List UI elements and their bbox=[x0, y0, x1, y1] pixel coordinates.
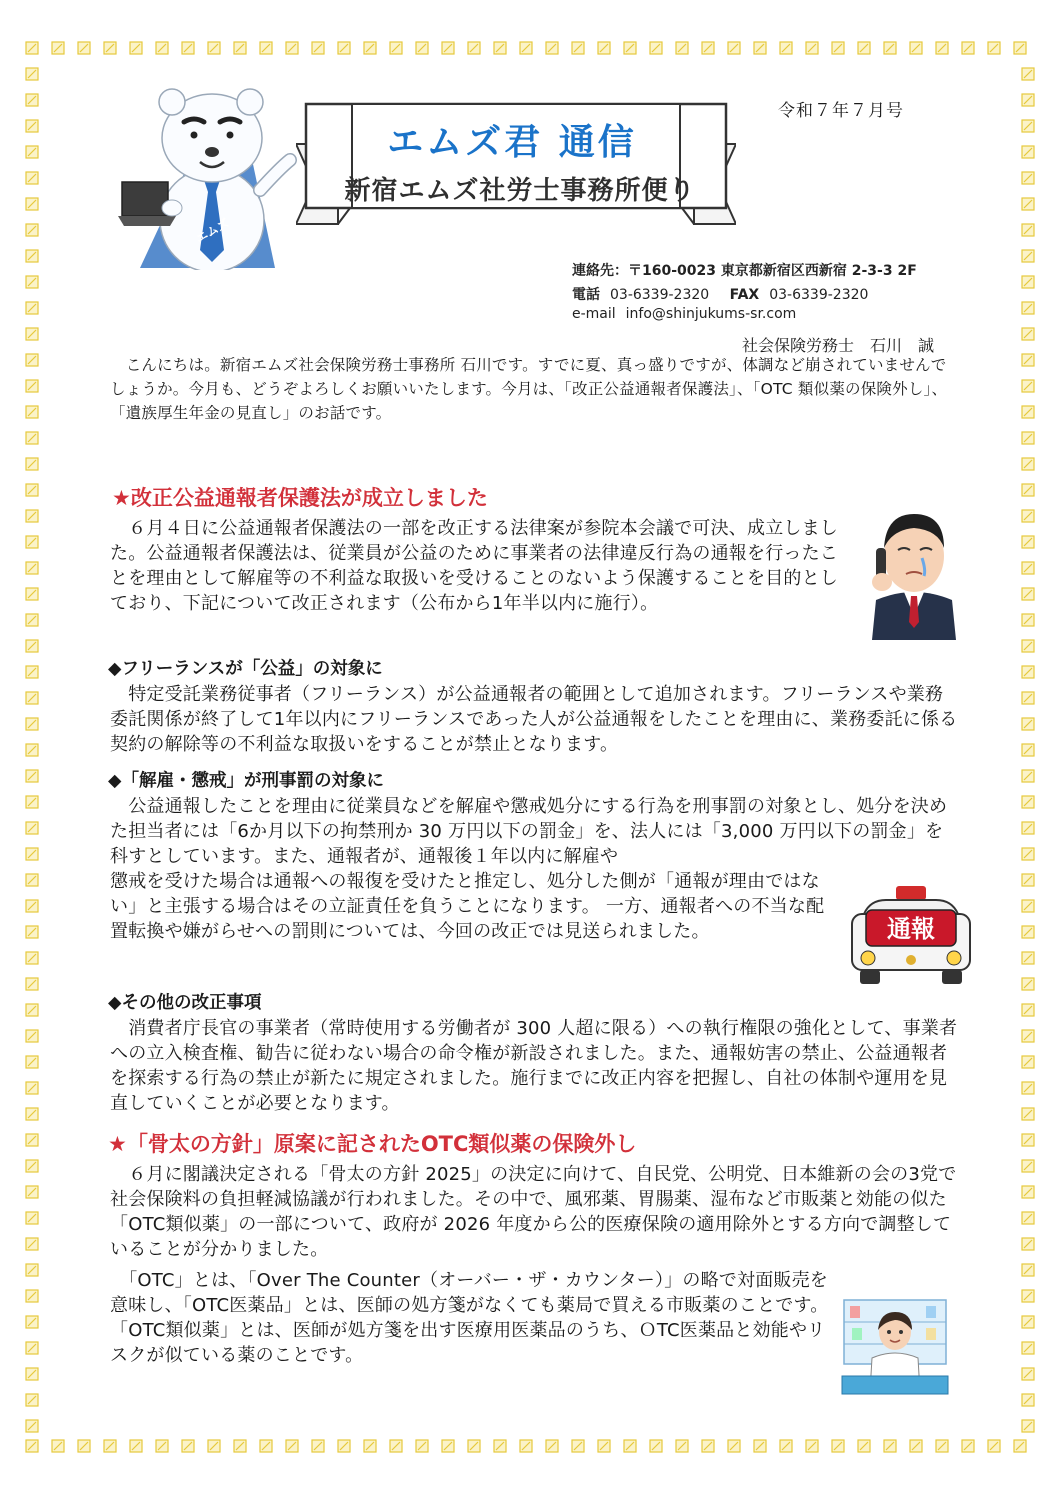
newsletter-subtitle: 新宿エムズ社労士事務所便り bbox=[344, 176, 696, 206]
issue-date: 令和７年７月号 bbox=[778, 101, 904, 121]
section1-sub1-text: 特定受託業務従事者（フリーランス）が公益通報者の範囲として追加されます。フリーランスや業務委託関係が終了して1年以内にフリーランスであった人が公益通報をしたことを理由に、業務委託に係る契約の解除等の不利益な取扱いをすることが禁止となります。 bbox=[110, 684, 958, 755]
section1-sub2-text-b: 懲戒を受けた場合は通報への報復を受けたと推定し、処分した側が「通報が理由ではない」と主張する場合はその立証責任を負うことになります。 一方、通報者への不当な配置転換や嫌がらせへの罰則については、今回の改正では見送られました。 bbox=[110, 871, 825, 942]
section1-sub2-text-a: 公益通報したことを理由に従業員などを解雇や懲戒処分にする行為を刑事罰の対象とし、処分を決めた担当者には「6か月以下の拘禁刑か 30 万円以下の罰金」を、法人には「3,000 万円以下の罰金」を科すとしています。また、通報者が、通報後１年以内に解雇や bbox=[110, 796, 948, 867]
newsletter-title: エムズ君 通信 bbox=[387, 122, 637, 163]
section1-sub3-text: 消費者庁長官の事業者（常時使用する労働者が 300 人超に限る）への執行権限の強化として、事業者への立入検査権、勧告に従わない場合の命令権が新設されました。また、通報妨害の禁止、公益通報者を探索する行為の禁止が新たに規定されました。施行までに改正内容を把握し、自社の体制や運用を見直していくことが必要となります。 bbox=[110, 1018, 958, 1114]
fax-label: FAX bbox=[729, 287, 760, 303]
intro-paragraph: こんにちは。新宿エムズ社会保険労務士事務所 石川です。すでに夏、真っ盛りですが、体調など崩されていませんでしょうか。今月も、どうぞよろしくお願いいたします。今月は、「改正公益通報者保護法」、「OTC 類似薬の保険外し」、「遺族厚生年金の見直し」のお話です。 bbox=[110, 356, 948, 422]
mascot-tie-text: エムズ bbox=[193, 215, 232, 246]
email-label: e-mail bbox=[572, 306, 616, 322]
signer-name: 社会保険労務士 石川 誠 bbox=[742, 336, 935, 355]
email-address: info@shinjukums-sr.com bbox=[625, 306, 797, 322]
section2-paragraph-1: ６月に閣議決定される「骨太の方針 2025」の決定に向けて、自民党、公明党、日本維新の会の3党で社会保険料の負担軽減協議が行われました。その中で、風邪薬、胃腸薬、湿布など市販薬と効能の似た「OTC類似薬」の一部について、政府が 2026 年度から公的医療保険の適用除外とする方向で調整していることが分かりました。 bbox=[110, 1164, 957, 1260]
section1-paragraph: ６月４日に公益通報者保護法の一部を改正する法律案が参院本会議で可決、成立しました。公益通報者保護法は、従業員が公益のために事業者の法律違反行為の通報を行ったことを理由として解雇等の不利益な取扱いを受けることのないよう保護することを目的としており、下記について改正されます（公布から1年半以内に施行）。 bbox=[110, 518, 838, 614]
pharmacist-illustration bbox=[840, 1296, 950, 1396]
businessman-phone-illustration bbox=[862, 500, 966, 640]
phone-number: 03-6339-2320 bbox=[610, 287, 710, 303]
section1-heading: ★改正公益通報者保護法が成立しました bbox=[112, 486, 488, 510]
phone-label: 電話 bbox=[572, 287, 600, 303]
fax-number: 03-6339-2320 bbox=[769, 287, 869, 303]
section1-sub3-heading: ◆その他の改正事項 bbox=[108, 993, 262, 1013]
contact-address: 連絡先：〒160-0023 東京都新宿区西新宿 2-3-3 2F bbox=[572, 263, 917, 279]
section2-heading: ★「骨太の方針」原案に記されたOTC類似薬の保険外し bbox=[108, 1132, 637, 1156]
bear-mascot-illustration bbox=[100, 80, 300, 270]
police-car-illustration bbox=[846, 880, 976, 990]
contact-phone-line bbox=[572, 284, 868, 304]
section2-paragraph-2: 「OTC」とは、「Over The Counter（オーバー・ザ・カウンター）」の略で対面販売を意味し、「OTC医薬品」とは、医師の処方箋がなくても薬局で買える市販薬のことです。「OTC類似薬」とは、医師が処方箋を出す医療用医薬品のうち、ＯTC医薬品と効能やリスクが似ている薬のことです。 bbox=[110, 1270, 829, 1366]
section1-sub1-heading: ◆フリーランスが「公益」の対象に bbox=[108, 659, 383, 679]
contact-email-line bbox=[572, 306, 796, 322]
section1-sub2-heading: ◆「解雇・懲戒」が刑事罰の対象に bbox=[108, 771, 384, 791]
car-sign-text: 通報 bbox=[887, 915, 935, 943]
